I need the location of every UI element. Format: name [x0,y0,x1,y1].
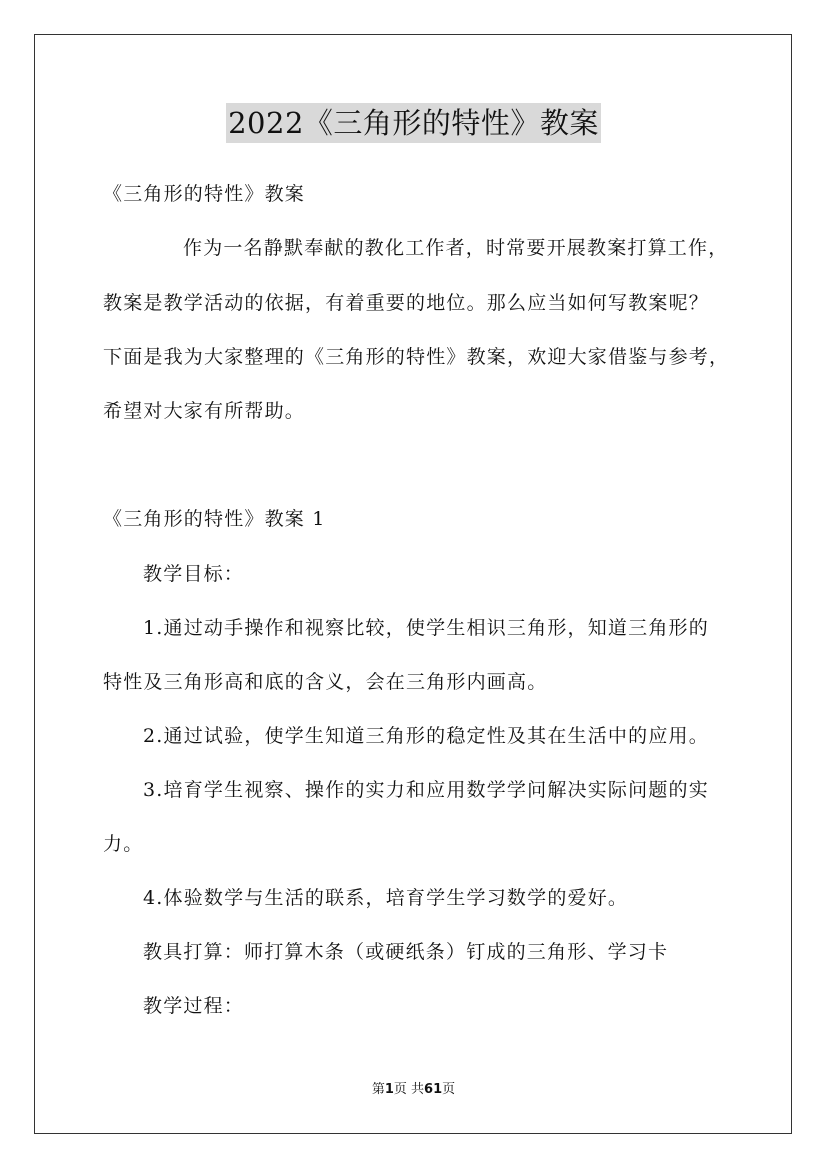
objective-line-1: 1.通过动手操作和视察比较，使学生相识三角形，知道三角形的 [143,617,709,639]
intro-line-1: 作为一名静默奉献的教化工作者，时常要开展教案打算工作， [183,237,729,259]
objective-line-4: 3.培育学生视察、操作的实力和应用数学学问解决实际问题的实 [143,779,709,801]
footer-total-pages: 61 [424,1082,443,1097]
document-subtitle: 《三角形的特性》教案 [103,183,306,205]
objectives-label: 教学目标： [143,563,245,585]
objective-line-3: 2.通过试验，使学生知道三角形的稳定性及其在生活中的应用。 [143,725,709,747]
document-title-wrapper [0,103,827,143]
footer-page-suffix: 页 [442,1082,456,1097]
document-title: 2022《三角形的特性》教案 [226,103,601,143]
process-label: 教学过程： [143,995,245,1017]
objective-line-2: 特性及三角形高和底的含义，会在三角形内画高。 [103,671,548,693]
objective-line-5: 力。 [103,833,144,855]
page-footer [0,1081,827,1099]
footer-page-number: 1 [384,1082,394,1097]
section-heading: 《三角形的特性》教案 1 [103,508,326,530]
objective-line-6: 4.体验数学与生活的联系，培育学生学习数学的爱好。 [143,887,629,909]
footer-page-mid: 页 共 [393,1082,425,1097]
intro-line-3: 下面是我为大家整理的《三角形的特性》教案，欢迎大家借鉴与参考， [103,346,730,368]
intro-line-2: 教案是教学活动的依据，有着重要的地位。那么应当如何写教案呢？ [103,292,710,314]
intro-line-4: 希望对大家有所帮助。 [103,400,306,422]
materials-line: 教具打算：师打算木条（或硬纸条）钉成的三角形、学习卡 [143,941,669,963]
footer-page-prefix: 第 [371,1082,385,1097]
